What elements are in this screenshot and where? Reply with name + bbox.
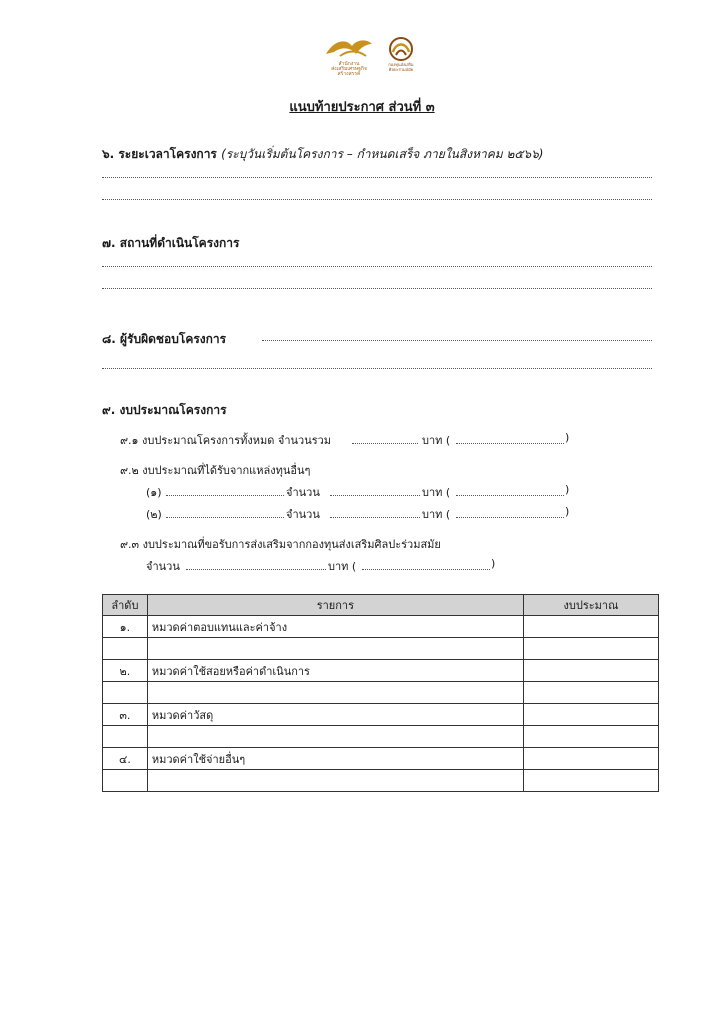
row-number [103, 638, 148, 660]
item-9-3-words-field[interactable] [362, 569, 490, 570]
row-item: หมวดค่าตอบแทนและค่าจ้าง [147, 616, 523, 638]
section-6-label: ๖. ระยะเวลาโครงการ [102, 147, 217, 161]
row-budget-cell[interactable] [523, 770, 658, 792]
item-9-2-row-1-amount-field[interactable] [330, 495, 420, 496]
section-8-line-2[interactable] [102, 368, 652, 369]
row-budget-cell[interactable] [523, 704, 658, 726]
row-item[interactable] [147, 770, 523, 792]
section-8-line-1[interactable] [262, 340, 652, 341]
row-number: ๑. [103, 616, 148, 638]
ocac-logo [322, 36, 376, 78]
row-item[interactable] [147, 638, 523, 660]
item-9-1-words-field[interactable] [456, 443, 564, 444]
section-6-line-2[interactable] [102, 199, 652, 200]
row-budget-cell[interactable] [523, 660, 658, 682]
row-number [103, 682, 148, 704]
table-row [103, 770, 659, 792]
item-9-2-row-1-unit: บาท ( [422, 486, 451, 499]
table-row [103, 726, 659, 748]
table-row [103, 638, 659, 660]
column-header-item: รายการ [147, 595, 523, 616]
budget-table [102, 594, 659, 792]
row-budget-cell[interactable] [523, 616, 658, 638]
item-9-2-row-2-num: (๒) [146, 508, 162, 521]
fund-logo-icon [380, 36, 422, 62]
row-item[interactable] [147, 726, 523, 748]
section-6-note: (ระบุวันเริ่มต้นโครงการ – กำหนดเสร็จ ภายในสิงหาคม ๒๕๖๖) [221, 147, 544, 161]
item-9-2-row-1-amount-label: จำนวน [286, 486, 320, 499]
header-logos [322, 36, 422, 78]
section-9-heading: ๙. งบประมาณโครงการ [102, 403, 227, 417]
section-7-line-2[interactable] [102, 288, 652, 289]
item-9-2-row-2-unit: บาท ( [422, 508, 451, 521]
row-item[interactable] [147, 682, 523, 704]
item-9-3-label: ๙.๓ งบประมาณที่ขอรับการส่งเสริมจากกองทุนส่งเสริมศิลปะร่วมสมัย [120, 538, 441, 551]
section-6-heading [102, 145, 543, 164]
item-9-2-row-2-close: ) [565, 505, 570, 518]
item-9-1-unit: บาท ( [422, 434, 451, 447]
ocac-logo-text: สำนักงาน ส่งเสริมเศรษฐกิจ สร้างสรรค์ [331, 61, 367, 77]
row-item: หมวดค่าใช้สอยหรือค่าดำเนินการ [147, 660, 523, 682]
row-item: หมวดค่าใช้จ่ายอื่นๆ [147, 748, 523, 770]
row-budget-cell[interactable] [523, 638, 658, 660]
item-9-3-amount-field[interactable] [186, 569, 326, 570]
ocac-logo-icon [322, 36, 376, 62]
row-number: ๔. [103, 748, 148, 770]
row-number: ๓. [103, 704, 148, 726]
item-9-2-row-1-source-field[interactable] [166, 495, 284, 496]
table-row [103, 660, 659, 682]
item-9-2-row-2-words-field[interactable] [456, 517, 564, 518]
column-header-budget: งบประมาณ [523, 595, 658, 616]
row-budget-cell[interactable] [523, 748, 658, 770]
row-budget-cell[interactable] [523, 726, 658, 748]
item-9-3-close: ) [491, 557, 496, 570]
item-9-2-row-2-amount-label: จำนวน [286, 508, 320, 521]
fund-logo-text: กองทุนส่งเสริม ศิลปะร่วมสมัย [388, 62, 414, 72]
item-9-2-row-1-words-field[interactable] [456, 495, 564, 496]
item-9-2-row-1-close: ) [565, 483, 570, 496]
section-8-heading: ๘. ผู้รับผิดชอบโครงการ [102, 332, 227, 346]
row-number [103, 726, 148, 748]
item-9-3-unit: บาท ( [328, 560, 357, 573]
table-row [103, 616, 659, 638]
fund-logo [380, 36, 422, 78]
row-number [103, 770, 148, 792]
budget-table-header-row [103, 595, 659, 616]
section-6-line-1[interactable] [102, 177, 652, 178]
table-row [103, 704, 659, 726]
item-9-3-amount-label: จำนวน [146, 560, 180, 573]
item-9-2-row-1-num: (๑) [146, 486, 162, 499]
item-9-2-label: ๙.๒ งบประมาณที่ได้รับจากแหล่งทุนอื่นๆ [120, 464, 311, 477]
row-number: ๒. [103, 660, 148, 682]
row-budget-cell[interactable] [523, 682, 658, 704]
item-9-1-label: ๙.๑ งบประมาณโครงการทั้งหมด จำนวนรวม [120, 434, 332, 447]
column-header-order: ลำดับ [103, 595, 148, 616]
page-title: แนบท้ายประกาศ ส่วนที่ ๓ [289, 100, 435, 115]
table-row [103, 748, 659, 770]
section-7-line-1[interactable] [102, 266, 652, 267]
row-item: หมวดค่าวัสดุ [147, 704, 523, 726]
item-9-1-amount-field[interactable] [352, 443, 418, 444]
table-row [103, 682, 659, 704]
item-9-2-row-2-source-field[interactable] [166, 517, 284, 518]
item-9-2-row-2-amount-field[interactable] [330, 517, 420, 518]
item-9-1-close: ) [565, 431, 570, 444]
section-7-heading: ๗. สถานที่ดำเนินโครงการ [102, 236, 240, 250]
